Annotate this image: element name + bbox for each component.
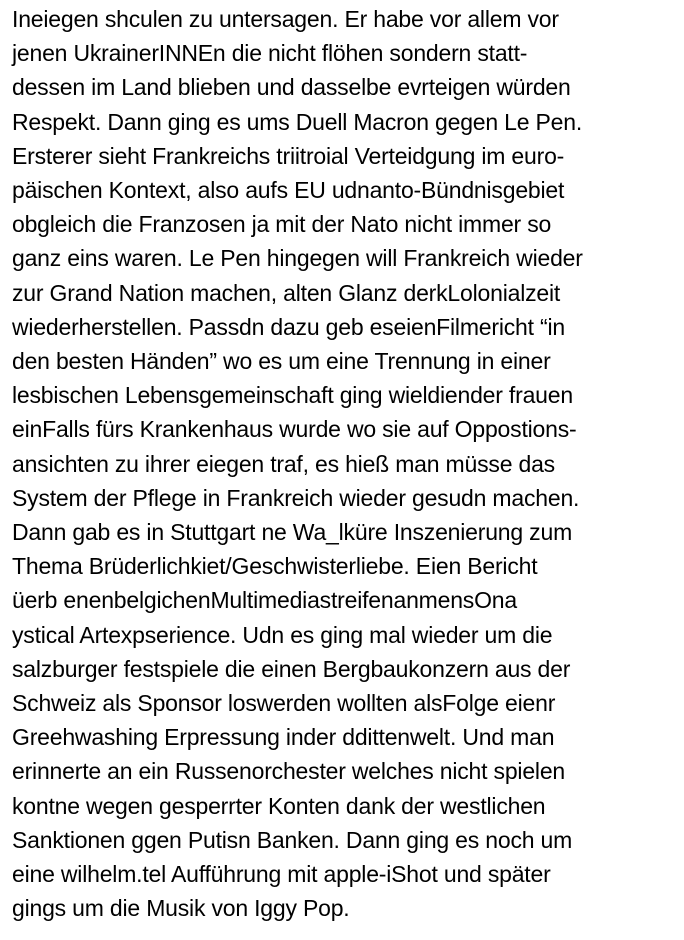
text-line-18: üerb enenbelgichenMultimediastreifenanmensOna	[12, 587, 517, 614]
text-line-16: Dann gab es in Stuttgart ne Wa_lküre Inszenierung zum	[12, 519, 573, 546]
text-line-10: wiederherstellen. Passdn dazu geb eseienFilmericht “in	[12, 313, 565, 340]
text-line-6: päischen Kontext, also aufs EU udnanto-Bündnisgebiet	[12, 177, 565, 204]
text-line-13: einFalls fürs Krankenhaus wurde wo sie auf Oppostions-	[12, 416, 577, 443]
text-line-15: System der Pflege in Frankreich wieder gesudn machen.	[12, 484, 580, 511]
text-line-2: jenen UkrainerINNEn die nicht flöhen sondern statt-	[12, 40, 528, 67]
text-line-5: Ersterer sieht Frankreichs triitroial Verteidgung im euro-	[12, 142, 565, 169]
text-line-12: lesbischen Lebensgemeinschaft ging wieldiender frauen	[12, 382, 573, 409]
text-line-24: kontne wegen gesperrter Konten dank der westlichen	[12, 792, 546, 819]
text-line-27: gings um die Musik von Iggy Pop.	[12, 895, 350, 922]
body-text	[12, 0, 677, 925]
text-line-11: den besten Händen” wo es um eine Trennung in einer	[12, 348, 551, 375]
text-line-21: Schweiz als Sponsor loswerden wollten alsFolge eienr	[12, 690, 556, 717]
text-line-19: ystical Artexpserience. Udn es ging mal wieder um die	[12, 621, 553, 648]
text-line-4: Respekt. Dann ging es ums Duell Macron gegen Le Pen.	[12, 108, 583, 135]
text-line-25: Sanktionen ggen Putisn Banken. Dann ging es noch um	[12, 826, 573, 853]
text-line-9: zur Grand Nation machen, alten Glanz derkLolonialzeit	[12, 279, 561, 306]
text-line-17: Thema Brüderlichkiet/Geschwisterliebe. Eien Bericht	[12, 553, 538, 580]
text-line-3: dessen im Land blieben und dasselbe evrteigen würden	[12, 74, 571, 101]
text-line-7: obgleich die Franzosen ja mit der Nato nicht immer so	[12, 211, 552, 238]
text-line-1: Ineiegen shculen zu untersagen. Er habe vor allem vor	[12, 6, 559, 32]
text-line-22: Greehwashing Erpressung inder ddittenwelt. Und man	[12, 724, 555, 751]
text-line-8: ganz eins waren. Le Pen hingegen will Frankreich wieder	[12, 245, 583, 272]
text-line-20: salzburger festspiele die einen Bergbaukonzern aus der	[12, 655, 571, 682]
text-line-23: erinnerte an ein Russenorchester welches nicht spielen	[12, 758, 566, 785]
text-line-14: ansichten zu ihrer eiegen traf, es hieß man müsse das	[12, 450, 555, 477]
text-line-26: eine wilhelm.tel Aufführung mit apple-iShot und später	[12, 861, 551, 888]
